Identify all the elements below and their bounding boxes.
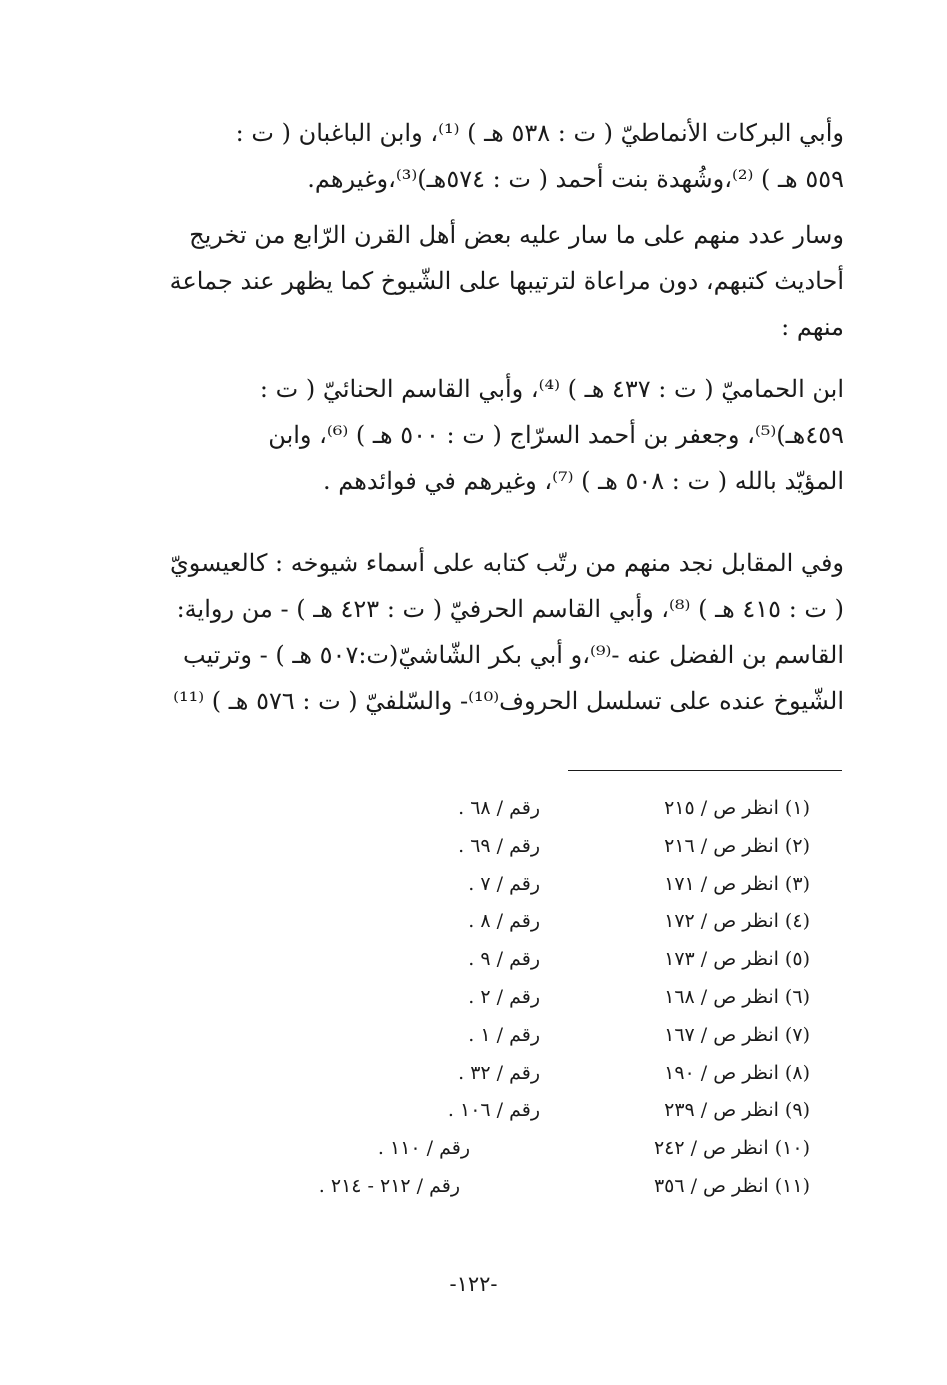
footnote-number: رقم / ٣٢ .	[458, 1061, 540, 1084]
text-line: وسار عدد منهم على ما سار عليه بعض أهل القرن الرّابع من تخريج	[189, 221, 844, 249]
footnote-item	[200, 1055, 810, 1093]
footnote-separator	[568, 770, 842, 771]
paragraph-4	[132, 540, 844, 724]
text-line: ابن الحماميّ ( ت : ٤٣٧ هـ ) ⁽⁴⁾، وأبي القاسم الحنائيّ ( ت :	[259, 375, 844, 403]
footnote-number: رقم / ١ .	[468, 1023, 540, 1046]
footnote-reference: (٥) انظر ص / ١٧٣	[664, 948, 810, 971]
text-line: وأبي البركات الأنماطيّ ( ت : ٥٣٨ هـ ) ⁽¹⁾، وابن الباغبان ( ت :	[235, 119, 844, 147]
paragraph-1	[132, 110, 844, 202]
text-line: المؤيّد بالله ( ت : ٥٠٨ هـ ) ⁽⁷⁾، وغيرهم في فوائدهم .	[323, 467, 844, 495]
paragraph-2	[132, 212, 844, 350]
footnote-reference: (٩) انظر ص / ٢٣٩	[664, 1099, 810, 1122]
footnotes-list	[200, 790, 810, 1206]
paragraph-3	[132, 366, 844, 504]
footnote-reference: (١٠) انظر ص / ٢٤٢	[653, 1137, 810, 1160]
footnote-number: رقم / ٨ .	[468, 910, 540, 933]
footnote-reference: (١) انظر ص / ٢١٥	[664, 797, 810, 819]
footnote-item	[200, 828, 810, 866]
footnote-number: رقم / ٩ .	[468, 948, 540, 971]
text-line: القاسم بن الفضل عنه -⁽⁹⁾،و أبي بكر الشّاشيّ(ت:٥٠٧ هـ ) - وترتيب	[182, 641, 844, 669]
footnote-item	[200, 979, 810, 1017]
text-line: أحاديث كتبهم، دون مراعاة لترتيبها على الشّيوخ كما يظهر عند جماعة	[169, 267, 844, 295]
footnote-number: رقم / ٧ .	[468, 872, 540, 895]
text-line: وفي المقابل نجد منهم من رتّب كتابه على أسماء شيوخه : كالعيسويّ	[169, 549, 844, 577]
footnote-item	[200, 1168, 810, 1206]
page-number: -١٢٢-	[449, 1272, 498, 1296]
footnote-item	[200, 903, 810, 941]
footnote-reference: (١١) انظر ص / ٣٥٦	[653, 1174, 810, 1197]
footnote-reference: (٣) انظر ص / ١٧١	[664, 872, 810, 895]
footnote-reference: (٧) انظر ص / ١٦٧	[664, 1023, 810, 1046]
footnote-item	[200, 866, 810, 904]
text-line: منهم :	[781, 313, 844, 341]
text-line: الشّيوخ عنده على تسلسل الحروف⁽¹⁰⁾- والسّلفيّ ( ت : ٥٧٦ هـ ) ⁽¹¹⁾	[173, 687, 844, 715]
footnote-reference: (٤) انظر ص / ١٧٢	[664, 910, 810, 933]
text-line: ٥٥٩ هـ ) ⁽²⁾،وشُهدة بنت أحمد ( ت : ٥٧٤هـ)⁽³⁾،وغيرهم.	[307, 165, 844, 193]
footnote-item	[200, 1130, 810, 1168]
footnote-reference: (٦) انظر ص / ١٦٨	[664, 985, 810, 1008]
footnote-item	[200, 790, 810, 828]
footnote-item	[200, 1092, 810, 1130]
footnote-number: رقم / ٢١٢ - ٢١٤ .	[318, 1174, 460, 1197]
footnote-reference: (٨) انظر ص / ١٩٠	[664, 1061, 810, 1084]
footnote-number: رقم / ١١٠ .	[377, 1137, 470, 1160]
footnote-item	[200, 1017, 810, 1055]
footnote-reference: (٢) انظر ص / ٢١٦	[664, 834, 810, 857]
footnote-number: رقم / ٦٨ .	[458, 797, 540, 819]
text-line: ( ت : ٤١٥ هـ ) ⁽⁸⁾، وأبي القاسم الحرفيّ ( ت : ٤٢٣ هـ ) - من رواية:	[176, 595, 844, 623]
text-line: ٤٥٩هـ)⁽⁵⁾، وجعفر بن أحمد السرّاج ( ت : ٥٠٠ هـ ) ⁽⁶⁾، وابن	[268, 421, 844, 449]
footnote-item	[200, 941, 810, 979]
footnote-number: رقم / ٦٩ .	[458, 834, 540, 857]
footnote-number: رقم / ٢ .	[468, 985, 540, 1008]
footnote-number: رقم / ١٠٦ .	[447, 1099, 540, 1122]
